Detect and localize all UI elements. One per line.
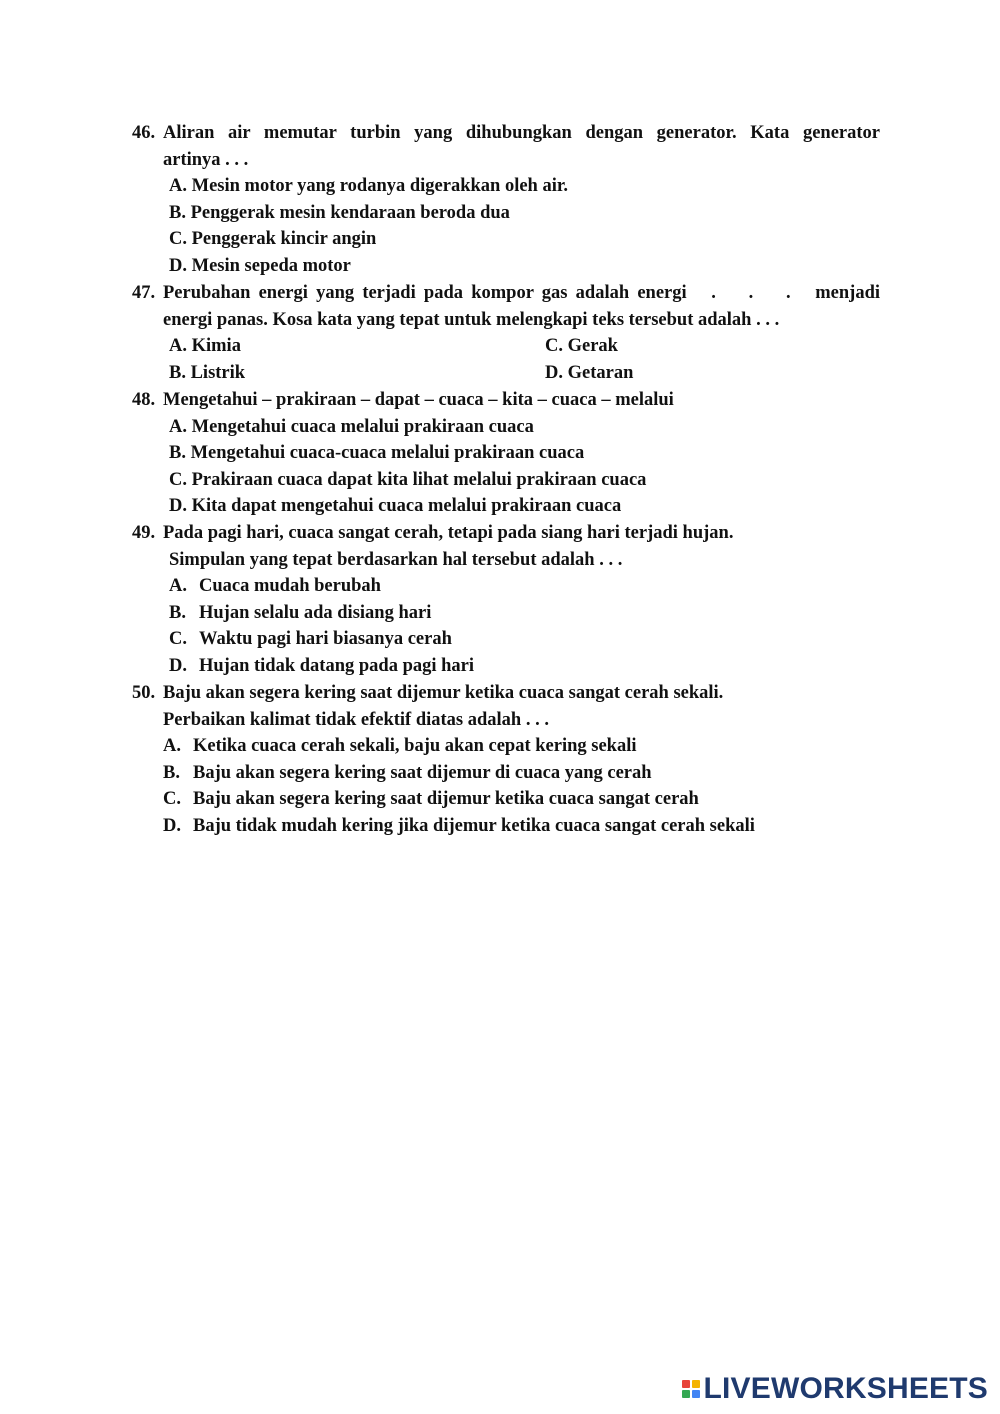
option-text: Hujan selalu ada disiang hari bbox=[199, 602, 432, 623]
option-text: Cuaca mudah berubah bbox=[199, 576, 381, 597]
option-letter: C. bbox=[169, 629, 187, 650]
question-47 bbox=[132, 280, 880, 386]
option-letter: A. bbox=[163, 736, 181, 757]
question-number: 49. bbox=[132, 523, 156, 543]
option-b[interactable] bbox=[132, 600, 880, 627]
option-a[interactable]: A. Kimia bbox=[169, 336, 241, 357]
question-49 bbox=[132, 520, 880, 680]
question-text: Aliran air memutar turbin yang dihubungkan dengan generator. Kata generator bbox=[163, 123, 880, 143]
question-text: Mengetahui – prakiraan – dapat – cuaca – kita – cuaca – melalui bbox=[163, 390, 674, 410]
option-b[interactable] bbox=[132, 760, 880, 787]
option-a[interactable] bbox=[132, 733, 880, 760]
question-46 bbox=[132, 120, 880, 280]
question-50 bbox=[132, 680, 880, 840]
option-letter: C. bbox=[163, 789, 181, 810]
option-letter: A. bbox=[169, 576, 187, 597]
option-text: Baju tidak mudah kering jika dijemur ketika cuaca sangat cerah sekali bbox=[193, 815, 755, 836]
logo-mark-icon bbox=[682, 1380, 700, 1398]
option-letter: D. bbox=[169, 655, 187, 676]
option-text: Baju akan segera kering saat dijemur ketika cuaca sangat cerah bbox=[193, 789, 699, 810]
question-text-continued: artinya . . . bbox=[163, 149, 249, 170]
option-text: Hujan tidak datang pada pagi hari bbox=[199, 655, 475, 676]
options-grid bbox=[132, 333, 880, 360]
logo-mark-tile bbox=[682, 1390, 690, 1398]
question-number: 50. bbox=[132, 683, 156, 703]
liveworksheets-logo bbox=[682, 1372, 989, 1406]
question-text: Pada pagi hari, cuaca sangat cerah, tetapi pada siang hari terjadi hujan. bbox=[163, 523, 734, 543]
question-text-continued: Perbaikan kalimat tidak efektif diatas adalah . . . bbox=[163, 709, 549, 730]
options-grid bbox=[132, 360, 880, 387]
option-d[interactable] bbox=[132, 813, 880, 840]
option-d[interactable] bbox=[132, 653, 880, 680]
option-d[interactable]: D. Getaran bbox=[545, 362, 634, 383]
option-letter: D. bbox=[163, 815, 181, 836]
option-b[interactable]: B. Mengetahui cuaca-cuaca melalui prakiraan cuaca bbox=[169, 443, 585, 464]
question-number: 47. bbox=[132, 283, 156, 303]
question-number: 46. bbox=[132, 123, 156, 143]
option-d[interactable]: D. Kita dapat mengetahui cuaca melalui prakiraan cuaca bbox=[169, 496, 622, 517]
option-c[interactable]: C. Prakiraan cuaca dapat kita lihat melalui prakiraan cuaca bbox=[169, 469, 647, 490]
option-d[interactable]: D. Mesin sepeda motor bbox=[169, 255, 351, 276]
question-text-continued: energi panas. Kosa kata yang tepat untuk melengkapi teks tersebut adalah . . . bbox=[163, 309, 780, 330]
option-a[interactable] bbox=[132, 573, 880, 600]
option-c[interactable]: C. Gerak bbox=[545, 336, 618, 357]
question-text: Baju akan segera kering saat dijemur ketika cuaca sangat cerah sekali. bbox=[163, 683, 724, 703]
option-text: Waktu pagi hari biasanya cerah bbox=[199, 629, 452, 650]
question-text: Perubahan energi yang terjadi pada kompor gas adalah energi . . . menjadi bbox=[163, 283, 880, 303]
logo-mark-tile bbox=[692, 1380, 700, 1388]
option-a[interactable]: A. Mesin motor yang rodanya digerakkan oleh air. bbox=[169, 176, 568, 197]
option-a[interactable]: A. Mengetahui cuaca melalui prakiraan cuaca bbox=[169, 416, 534, 437]
option-b[interactable]: B. Listrik bbox=[169, 362, 246, 383]
option-c[interactable] bbox=[132, 626, 880, 653]
option-c[interactable] bbox=[132, 786, 880, 813]
option-text: Baju akan segera kering saat dijemur di cuaca yang cerah bbox=[193, 762, 652, 783]
logo-text: LIVEWORKSHEETS bbox=[703, 1372, 988, 1405]
question-text-continued: Simpulan yang tepat berdasarkan hal tersebut adalah . . . bbox=[169, 549, 623, 570]
logo-mark-tile bbox=[682, 1380, 690, 1388]
option-b[interactable]: B. Penggerak mesin kendaraan beroda dua bbox=[169, 202, 510, 223]
option-text: Ketika cuaca cerah sekali, baju akan cepat kering sekali bbox=[193, 736, 637, 757]
option-letter: B. bbox=[169, 602, 186, 623]
question-48 bbox=[132, 387, 880, 520]
option-letter: B. bbox=[163, 762, 180, 783]
logo-mark-tile bbox=[692, 1390, 700, 1398]
question-number: 48. bbox=[132, 390, 156, 410]
option-c[interactable]: C. Penggerak kincir angin bbox=[169, 229, 377, 250]
